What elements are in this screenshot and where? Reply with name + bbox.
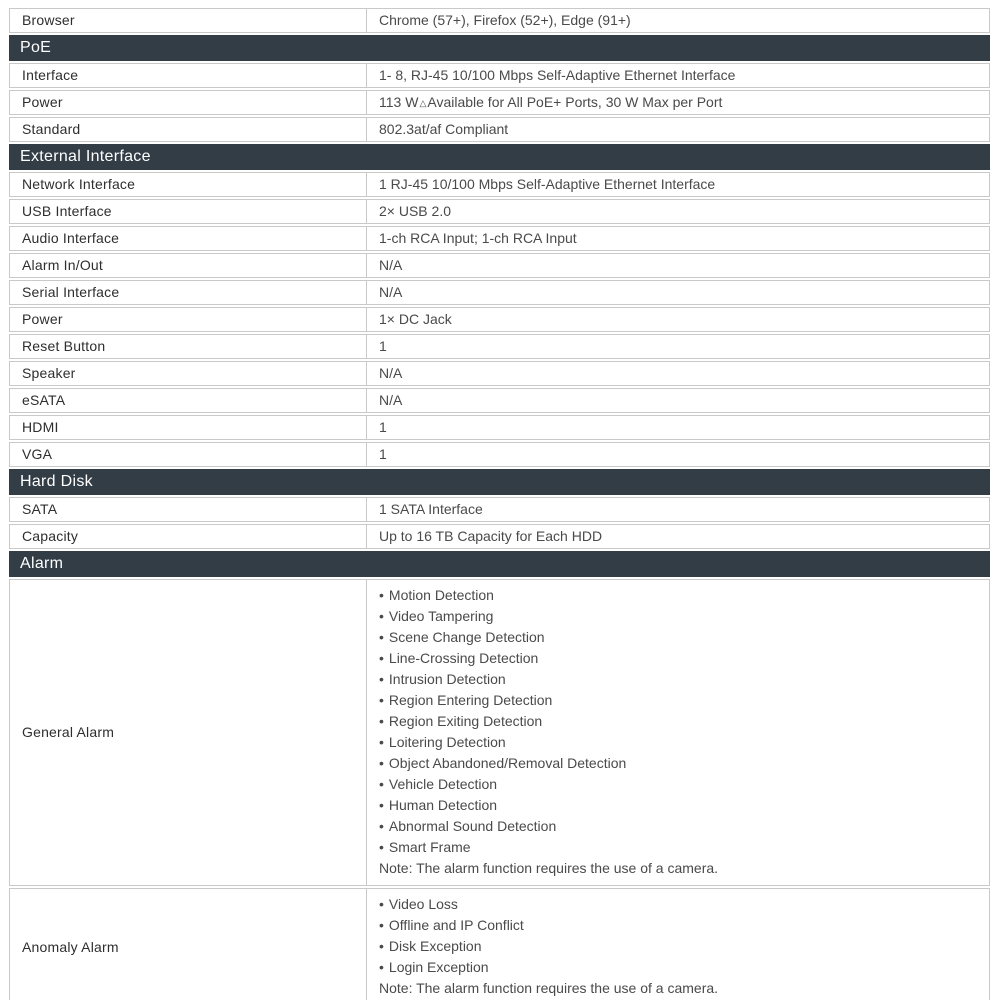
spec-label: VGA <box>10 443 367 466</box>
spec-table <box>9 8 990 1000</box>
bullet-text: Scene Change Detection <box>388 629 545 645</box>
section-header-external-interface <box>9 144 990 170</box>
row-audio-interface <box>9 226 990 251</box>
bullet-line <box>379 711 977 732</box>
bullet-icon: • <box>379 608 384 624</box>
row-network-interface <box>9 172 990 197</box>
bullet-icon: • <box>379 818 384 834</box>
bullet-text: Video Loss <box>388 896 458 912</box>
section-title: Alarm <box>20 555 64 572</box>
bullet-line <box>379 753 977 774</box>
bullet-text: Abnormal Sound Detection <box>388 818 557 834</box>
section-title: Hard Disk <box>20 473 93 490</box>
section-header-poe <box>9 35 990 61</box>
bullet-line <box>379 915 977 936</box>
spec-value: Up to 16 TB Capacity for Each HDD <box>379 528 603 544</box>
bullet-line <box>379 957 977 978</box>
bullet-icon: • <box>379 650 384 666</box>
bullet-icon: • <box>379 776 384 792</box>
row-power <box>9 307 990 332</box>
spec-value-list <box>367 580 989 885</box>
bullet-icon: • <box>379 839 384 855</box>
row-esata <box>9 388 990 413</box>
note-line: Note: The alarm function requires the use of a camera. <box>379 980 719 996</box>
bullet-text: Motion Detection <box>388 587 494 603</box>
bullet-line <box>379 894 977 915</box>
bullet-line <box>379 936 977 957</box>
section-header-alarm <box>9 551 990 577</box>
bullet-text: Offline and IP Conflict <box>388 917 524 933</box>
row-usb-interface <box>9 199 990 224</box>
spec-value: 1- 8, RJ-45 10/100 Mbps Self-Adaptive Ethernet Interface <box>379 67 736 83</box>
bullet-line <box>379 837 977 858</box>
spec-value: N/A <box>379 257 403 273</box>
bullet-line <box>379 648 977 669</box>
bullet-text: Smart Frame <box>388 839 471 855</box>
spec-value-list <box>367 889 989 1000</box>
bullet-text: Human Detection <box>388 797 498 813</box>
spec-value: 1 <box>379 338 387 354</box>
bullet-line <box>379 690 977 711</box>
spec-label: SATA <box>10 498 367 521</box>
value-text-pre: 113 W <box>379 94 419 110</box>
bullet-icon: • <box>379 917 384 933</box>
row-capacity <box>9 524 990 549</box>
spec-value: 1 <box>379 446 387 462</box>
bullet-icon: • <box>379 959 384 975</box>
row-sata <box>9 497 990 522</box>
section-title: External Interface <box>20 148 151 165</box>
bullet-line <box>379 774 977 795</box>
bullet-icon: • <box>379 938 384 954</box>
spec-label: Serial Interface <box>10 281 367 304</box>
row-alarm-in-out <box>9 253 990 278</box>
spec-label: Speaker <box>10 362 367 385</box>
row-speaker <box>9 361 990 386</box>
bullet-line <box>379 669 977 690</box>
spec-label: HDMI <box>10 416 367 439</box>
bullet-text: Disk Exception <box>388 938 482 954</box>
bullet-line <box>379 627 977 648</box>
bullet-text: Object Abandoned/Removal Detection <box>388 755 627 771</box>
bullet-line <box>379 732 977 753</box>
spec-value: 1 RJ-45 10/100 Mbps Self-Adaptive Ethernet Interface <box>379 176 716 192</box>
note-line: Note: The alarm function requires the use of a camera. <box>379 860 719 876</box>
bullet-text: Intrusion Detection <box>388 671 506 687</box>
spec-value: Chrome (57+), Firefox (52+), Edge (91+) <box>379 12 631 28</box>
bullet-text: Video Tampering <box>388 608 494 624</box>
spec-label: Interface <box>10 64 367 87</box>
spec-label: Power <box>10 91 367 114</box>
spec-label: Reset Button <box>10 335 367 358</box>
bullet-text: Loitering Detection <box>388 734 506 750</box>
bullet-text: Region Exiting Detection <box>388 713 543 729</box>
bullet-text: Login Exception <box>388 959 489 975</box>
bullet-icon: • <box>379 713 384 729</box>
bullet-text: Line-Crossing Detection <box>388 650 539 666</box>
bullet-text: Region Entering Detection <box>388 692 553 708</box>
value-text-post: Available for All PoE+ Ports, 30 W Max per Port <box>427 94 723 110</box>
spec-label: Power <box>10 308 367 331</box>
spec-value: 113 W △ Available for All PoE+ Ports, 30 W Max per Port <box>379 94 723 110</box>
row-general-alarm <box>9 579 990 886</box>
spec-value: 1 <box>379 419 387 435</box>
spec-label: USB Interface <box>10 200 367 223</box>
spec-label: eSATA <box>10 389 367 412</box>
bullet-icon: • <box>379 797 384 813</box>
row-hdmi <box>9 415 990 440</box>
spec-value: 1× DC Jack <box>379 311 452 327</box>
row-poe-power <box>9 90 990 115</box>
bullet-icon: • <box>379 692 384 708</box>
spec-value: 1-ch RCA Input; 1-ch RCA Input <box>379 230 577 246</box>
spec-label: Browser <box>10 9 367 32</box>
row-browser <box>9 8 990 33</box>
spec-value: 802.3at/af Compliant <box>379 121 509 137</box>
row-poe-standard <box>9 117 990 142</box>
spec-label: Alarm In/Out <box>10 254 367 277</box>
spec-label: Standard <box>10 118 367 141</box>
spec-label: General Alarm <box>10 580 367 885</box>
bullet-icon: • <box>379 896 384 912</box>
bullet-icon: • <box>379 755 384 771</box>
bullet-line <box>379 585 977 606</box>
row-reset-button <box>9 334 990 359</box>
spec-label: Capacity <box>10 525 367 548</box>
spec-value: 2× USB 2.0 <box>379 203 451 219</box>
row-serial-interface <box>9 280 990 305</box>
bullet-icon: • <box>379 671 384 687</box>
row-anomaly-alarm <box>9 888 990 1000</box>
bullet-line <box>379 606 977 627</box>
spec-label: Audio Interface <box>10 227 367 250</box>
bullet-line <box>379 795 977 816</box>
spec-value: 1 SATA Interface <box>379 501 483 517</box>
section-header-hard-disk <box>9 469 990 495</box>
spec-value: N/A <box>379 392 403 408</box>
bullet-icon: • <box>379 734 384 750</box>
bullet-text: Vehicle Detection <box>388 776 498 792</box>
section-title: PoE <box>20 39 52 56</box>
spec-value: N/A <box>379 365 403 381</box>
spec-value: N/A <box>379 284 403 300</box>
row-poe-interface <box>9 63 990 88</box>
bullet-line <box>379 816 977 837</box>
bullet-icon: • <box>379 587 384 603</box>
spec-label: Anomaly Alarm <box>10 889 367 1000</box>
row-vga <box>9 442 990 467</box>
bullet-icon: • <box>379 629 384 645</box>
spec-label: Network Interface <box>10 173 367 196</box>
